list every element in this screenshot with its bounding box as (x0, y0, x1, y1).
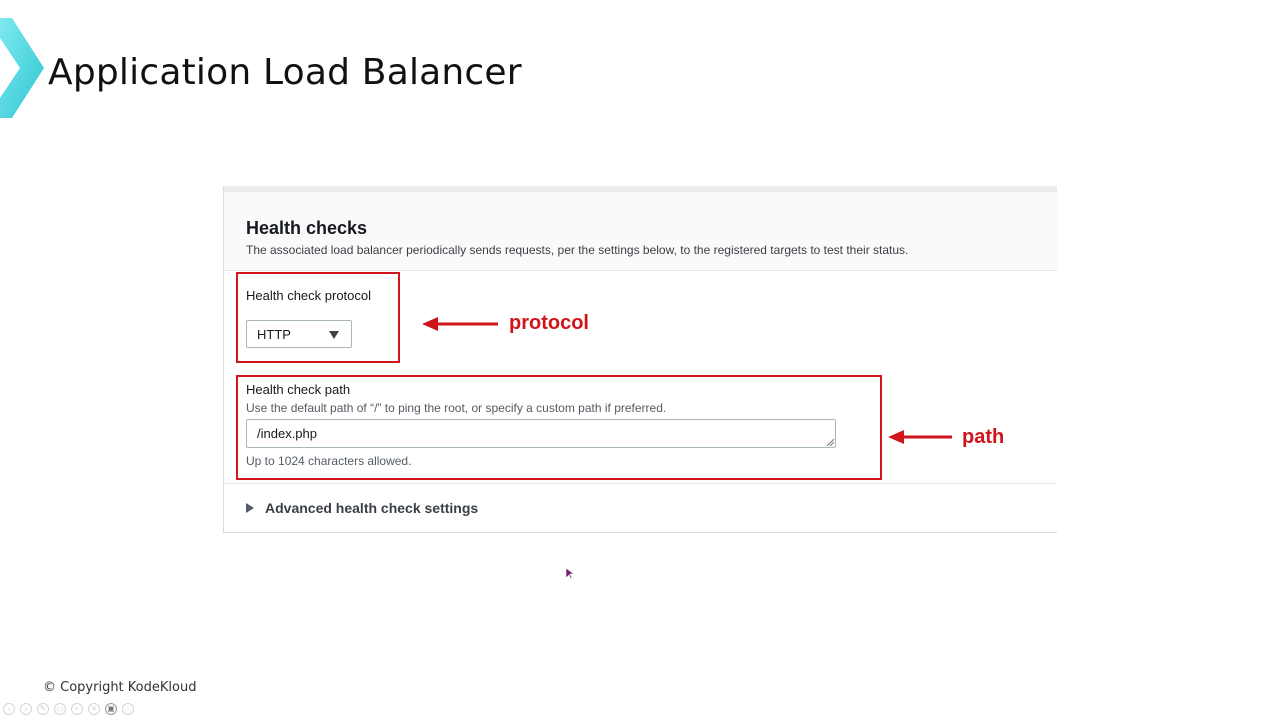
path-input-value: /index.php (257, 426, 317, 441)
forward-icon[interactable]: › (20, 703, 32, 715)
path-constraint: Up to 1024 characters allowed. (246, 454, 412, 468)
slide-title: Application Load Balancer (48, 52, 522, 93)
protocol-highlight-box (236, 272, 400, 363)
path-label: Health check path (246, 382, 351, 397)
mouse-cursor-icon (566, 568, 575, 580)
path-highlight-box (236, 375, 882, 480)
more-icon[interactable]: … (124, 704, 132, 713)
captions-icon[interactable]: ≡ (88, 703, 100, 715)
protocol-label: Health check protocol (246, 288, 372, 303)
protocol-annotation: protocol (509, 312, 589, 334)
panel-divider (224, 483, 1057, 484)
copyright-text: © Copyright KodeKloud (43, 680, 197, 695)
path-annotation: path (962, 426, 1005, 448)
protocol-selected-value: HTTP (257, 327, 291, 342)
copy-icon[interactable]: ▭ (54, 703, 66, 715)
panel-description: The associated load balancer periodically sends requests, per the settings below, to the registered targets to test their status. (246, 243, 909, 257)
panel-title: Health checks (246, 218, 368, 238)
pen-icon[interactable]: ✎ (37, 703, 49, 715)
zoom-icon[interactable]: ⌕ (71, 703, 83, 715)
expand-triangle-icon (246, 503, 254, 513)
panel-header (224, 192, 1057, 271)
back-icon[interactable]: ‹ (3, 703, 15, 715)
advanced-settings-label: Advanced health check settings (265, 500, 479, 516)
kodekloud-logo-icon (0, 18, 44, 118)
protocol-arrow-icon (422, 316, 500, 332)
path-hint: Use the default path of “/” to ping the root, or specify a custom path if preferred. (246, 401, 667, 415)
presentation-toolbar (3, 703, 134, 717)
path-arrow-icon (888, 429, 954, 445)
video-icon[interactable]: ▣ (105, 703, 117, 715)
